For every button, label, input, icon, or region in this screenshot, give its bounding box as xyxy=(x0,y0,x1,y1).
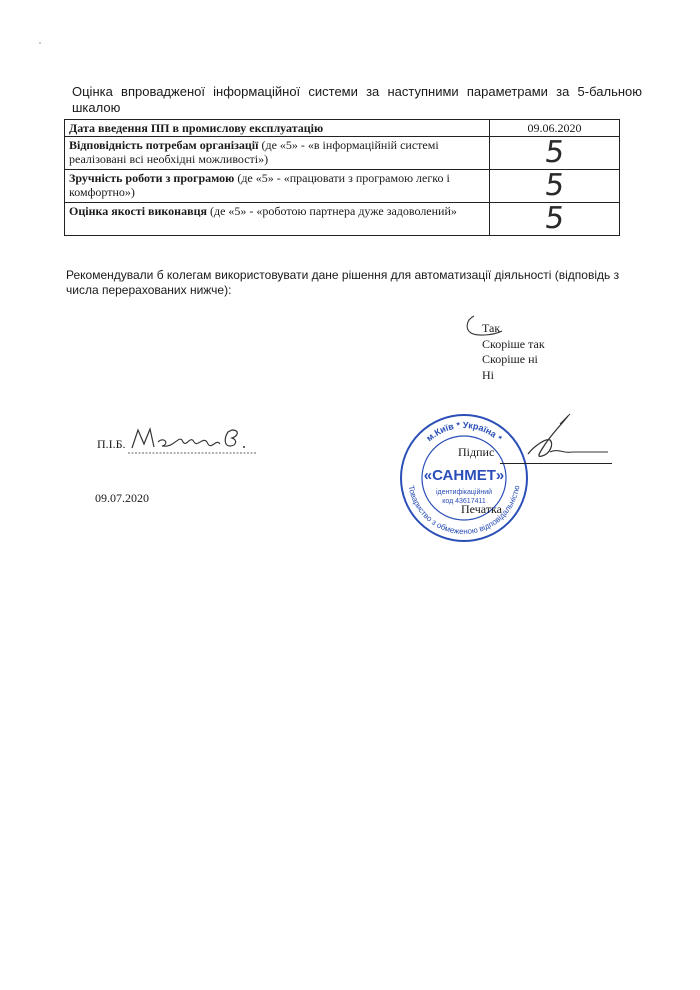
option-yes[interactable]: Так xyxy=(482,321,501,335)
option-rather-no[interactable]: Скоріше ні xyxy=(482,352,538,366)
signature-scribble xyxy=(520,412,610,464)
option-rather-yes[interactable]: Скоріше так xyxy=(482,336,545,351)
criterion-cell xyxy=(65,203,490,236)
seal-ring-bottom: Товариство з обмеженою відповідальністю xyxy=(406,484,522,537)
seal-code-label: ідентифікаційний xyxy=(435,489,493,496)
criterion-title: Відповідність потребам організації xyxy=(69,138,259,152)
launch-date: 09.06.2020 xyxy=(527,121,582,135)
svg-text:м.Київ * Україна * xyxy=(424,420,504,444)
answer-options xyxy=(482,321,545,383)
stamp-label: Печатка xyxy=(461,502,502,516)
handwritten-score: 5 xyxy=(542,135,567,170)
handwritten-name xyxy=(128,420,258,456)
criterion-cell xyxy=(65,120,490,137)
seal-ring-top: м.Київ * Україна * xyxy=(424,419,504,444)
value-cell xyxy=(490,120,620,137)
company-seal xyxy=(398,412,530,544)
document-date: 09.07.2020 xyxy=(95,491,149,505)
criterion-title: Оцінка якості виконавця xyxy=(69,204,207,218)
value-cell xyxy=(490,170,620,203)
table-row xyxy=(65,170,620,203)
criterion-cell xyxy=(65,137,490,170)
criterion-note: (де «5» - «в інформаційній системі реалізовані всі необхідні можливості») xyxy=(69,138,439,166)
criterion-cell xyxy=(65,170,490,203)
value-cell xyxy=(490,203,620,236)
recommendation-question: Рекомендували б колегам використовувати дане рішення для автоматизації діяльності (відповідь з числа перерахованих нижче): xyxy=(66,268,620,297)
criterion-note: (де «5» - «працювати з програмою легко і комфортно») xyxy=(69,171,450,199)
table-row xyxy=(65,203,620,236)
signature-label: Підпис xyxy=(458,445,495,459)
intro-text: Оцінка впровадженої інформаційної системи за наступними параметрами за 5-бальною шкалою xyxy=(72,84,642,115)
option-no[interactable]: Ні xyxy=(482,367,494,382)
criterion-title: Зручність роботи з програмою xyxy=(69,171,235,185)
seal-company-name: «САНМЕТ» xyxy=(423,467,505,484)
value-cell xyxy=(490,137,620,170)
table-row xyxy=(65,137,620,170)
handwritten-score: 5 xyxy=(542,201,567,236)
table-row xyxy=(65,120,620,137)
handwritten-score: 5 xyxy=(542,168,567,203)
scan-artifact xyxy=(39,42,41,44)
criterion-note: (де «5» - «роботою партнера дуже задоволений» xyxy=(206,204,457,218)
pib-label: П.І.Б. xyxy=(97,437,126,451)
rating-table xyxy=(64,119,620,236)
criterion-title: Дата введення ПП в промислову експлуатацію xyxy=(69,121,324,135)
seal-code: код 43617411 xyxy=(442,498,486,505)
